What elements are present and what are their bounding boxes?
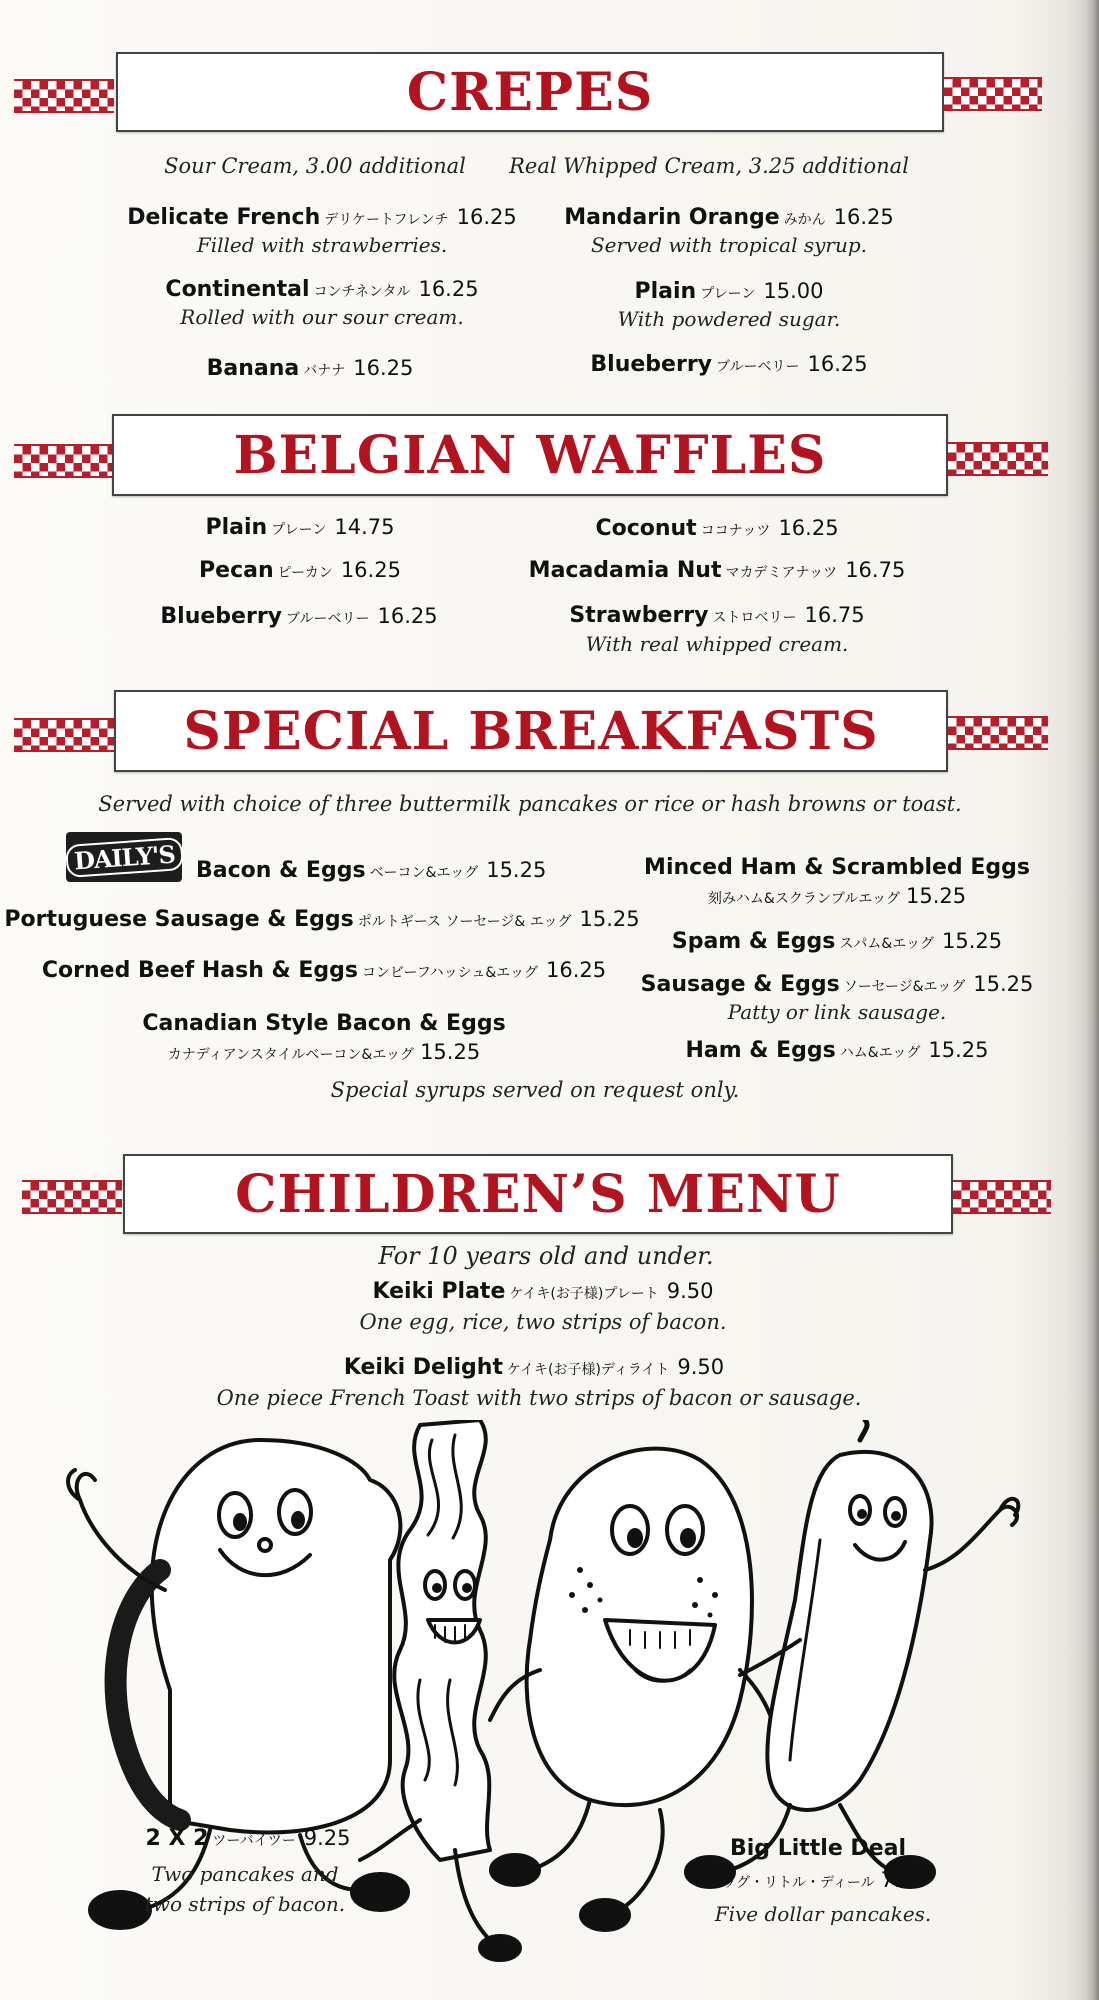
special-intro: Served with choice of three buttermilk pancakes or rice or hash browns or toast. — [98, 792, 962, 816]
checker-right — [948, 716, 1048, 750]
crepe-item-mandarin-orange: Mandarin Orange みかん 16.25 — [564, 205, 894, 230]
waffle-item-plain: Plain プレーン 14.75 — [205, 515, 395, 540]
crepe-desc-delicate-french: Filled with strawberries. — [196, 233, 448, 257]
waffle-item-blueberry: Blueberry ブルーベリー 16.25 — [160, 604, 438, 629]
special-header — [0, 690, 1099, 774]
children-item-big-little-deal: Big Little Deal — [730, 1836, 906, 1861]
crepe-item-delicate-french: Delicate French デリケートフレンチ 16.25 — [127, 205, 517, 230]
special-item-portuguese-sausage: Portuguese Sausage & Eggs ポルトギース ソーセージ& エッグ 15.25 — [4, 907, 640, 932]
special-item-bacon-eggs: Bacon & Eggs ベーコン&エッグ 15.25 — [196, 858, 547, 883]
special-title: SPECIAL BREAKFASTS — [183, 700, 879, 762]
page-edge-shadow — [1085, 0, 1099, 2000]
checker-right — [953, 1180, 1051, 1214]
checker-right — [948, 442, 1048, 476]
children-header — [0, 1154, 1099, 1238]
checker-left — [14, 718, 114, 752]
crepes-header — [0, 52, 1099, 136]
children-desc-big-little-deal: Five dollar pancakes. — [714, 1902, 932, 1926]
children-item-keiki-delight: Keiki Delight ケイキ(お子様)ディライト 9.50 — [343, 1355, 725, 1380]
waffle-item-coconut: Coconut ココナッツ 16.25 — [595, 516, 839, 541]
children-item-keiki-plate: Keiki Plate ケイキ(お子様)プレート 9.50 — [372, 1279, 714, 1304]
special-jp-canadian-bacon: カナディアンスタイルベーコン&エッグ 15.25 — [167, 1040, 481, 1064]
dailys-logo: DAILY'S — [66, 832, 182, 882]
checker-left — [14, 444, 114, 478]
children-intro: For 10 years old and under. — [378, 1242, 714, 1270]
crepe-item-banana: Banana バナナ 16.25 — [206, 356, 414, 381]
checker-right — [944, 77, 1042, 111]
special-item-minced-ham: Minced Ham & Scrambled Eggs — [644, 855, 1030, 880]
children-desc-2x2-line1: Two pancakes and — [151, 1862, 339, 1886]
crepes-note-right: Real Whipped Cream, 3.25 additional — [509, 154, 909, 178]
waffle-item-macadamia-nut: Macadamia Nut マカデミアナッツ 16.75 — [528, 558, 906, 583]
crepes-title-box — [116, 52, 944, 132]
crepes-note-left: Sour Cream, 3.00 additional — [164, 154, 466, 178]
toast-character — [68, 1440, 408, 1928]
special-desc-sausage-eggs: Patty or link sausage. — [727, 1000, 947, 1024]
special-item-sausage-eggs: Sausage & Eggs ソーセージ&エッグ 15.25 — [640, 972, 1034, 997]
waffles-header — [0, 414, 1099, 498]
crepe-item-plain: Plain プレーン 15.00 — [634, 279, 824, 304]
crepe-desc-plain: With powdered sugar. — [617, 307, 841, 331]
special-jp-minced-ham: 刻みハム&スクランブルエッグ 15.25 — [707, 884, 967, 908]
crepe-item-continental: Continental コンチネンタル 16.25 — [165, 277, 479, 302]
waffles-title-box — [112, 414, 948, 496]
children-desc-keiki-delight: One piece French Toast with two strips of bacon or sausage. — [216, 1386, 862, 1410]
special-footer: Special syrups served on request only. — [330, 1078, 740, 1102]
children-desc-2x2-line2: two strips of bacon. — [144, 1892, 346, 1916]
special-item-ham-eggs: Ham & Eggs ハム&エッグ 15.25 — [685, 1038, 989, 1063]
crepe-desc-mandarin-orange: Served with tropical syrup. — [590, 233, 868, 257]
crepes-title: CREPES — [406, 61, 654, 123]
special-item-spam-eggs: Spam & Eggs スパム&エッグ 15.25 — [671, 929, 1003, 954]
waffle-desc-strawberry: With real whipped cream. — [585, 632, 849, 656]
special-title-box — [114, 690, 948, 772]
waffle-item-strawberry: Strawberry ストロベリー 16.75 — [569, 603, 865, 628]
children-title-box — [123, 1154, 953, 1234]
children-item-2x2: 2 X 2 ツーバイツー 9.25 — [145, 1826, 351, 1851]
children-desc-keiki-plate: One egg, rice, two strips of bacon. — [359, 1310, 727, 1334]
crepe-desc-continental: Rolled with our sour cream. — [180, 305, 464, 329]
checker-left — [14, 79, 114, 113]
checker-left — [22, 1180, 122, 1214]
children-jp-big-little-deal: ビッグ・リトル・ディール 7.50 — [708, 1868, 928, 1892]
special-item-corned-beef-hash: Corned Beef Hash & Eggs コンビーフハッシュ&エッグ 16.25 — [41, 958, 607, 983]
children-title: CHILDREN’S MENU — [235, 1163, 841, 1225]
waffles-title: BELGIAN WAFFLES — [233, 424, 827, 486]
special-item-canadian-bacon: Canadian Style Bacon & Eggs — [142, 1011, 506, 1036]
waffle-item-pecan: Pecan ピーカン 16.25 — [199, 558, 401, 583]
crepe-item-blueberry: Blueberry ブルーベリー 16.25 — [590, 352, 868, 377]
